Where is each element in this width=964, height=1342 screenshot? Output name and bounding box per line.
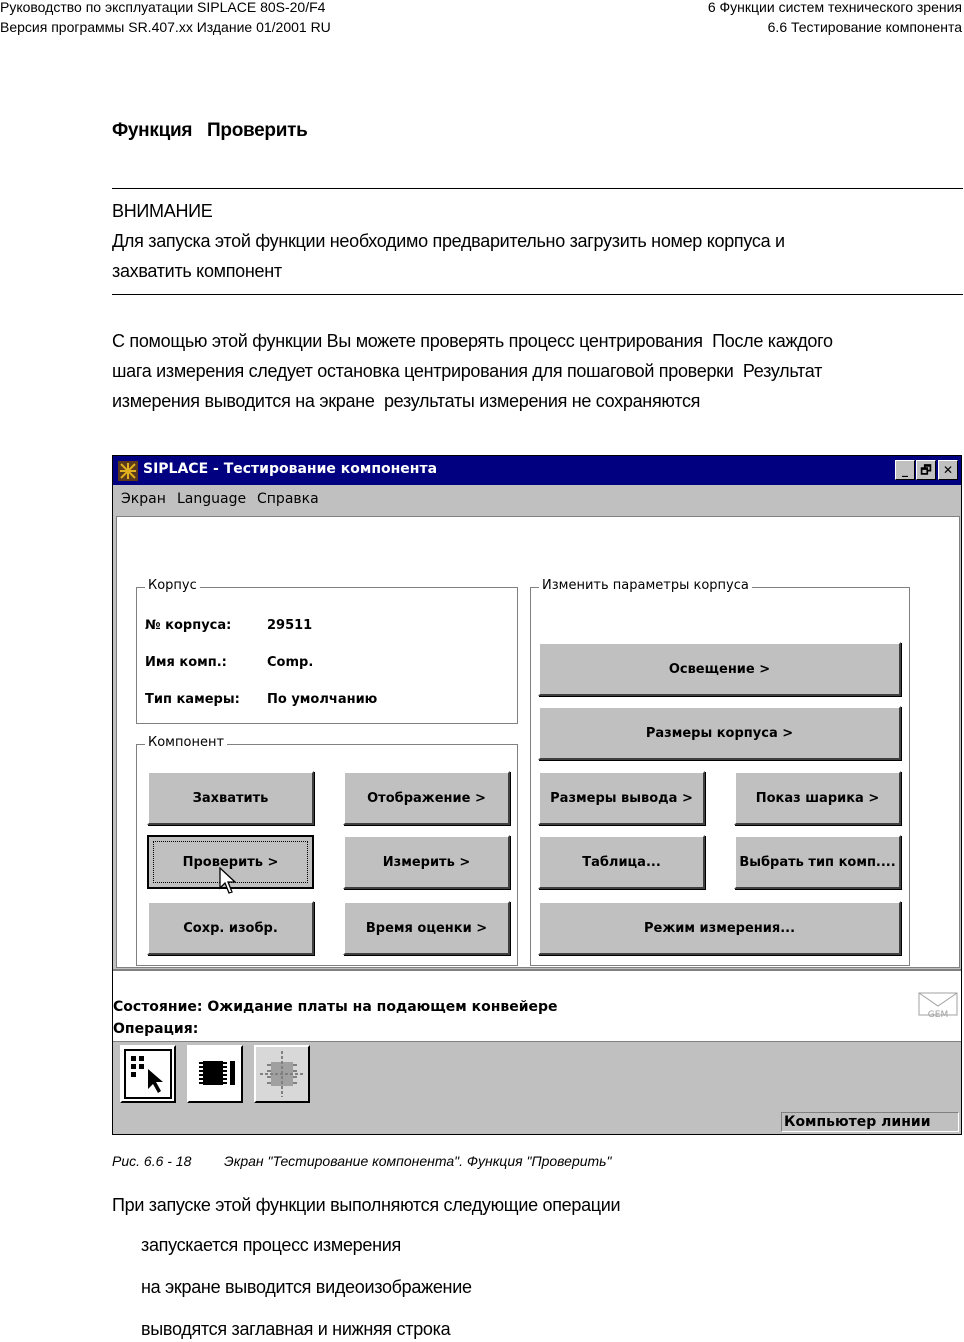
package-group [136, 578, 518, 724]
gem-mail-icon [918, 992, 958, 1028]
table-button[interactable]: Таблица... [538, 835, 705, 889]
page-header-left [0, 0, 331, 37]
lead-size-button[interactable]: Размеры вывода > [538, 771, 705, 825]
measure-button[interactable]: Измерить > [343, 835, 510, 889]
line-computer-panel: Компьютер линии [781, 1112, 959, 1132]
package-group-label: Корпус [145, 578, 200, 593]
siplace-app-icon [118, 461, 138, 481]
after-lead: При запуске этой функции выполняются следующие операции [112, 1195, 621, 1215]
window-title: SIPLACE - Тестирование компонента [143, 461, 438, 477]
status-label: Состояние: [113, 999, 203, 1015]
camera-type-label: Тип камеры: [145, 692, 240, 707]
toolbar [113, 1041, 961, 1108]
intro-line-3: измерения выводится на экране результаты измерения не сохраняются [112, 391, 701, 411]
save-image-button[interactable]: Сохр. изобр. [147, 901, 314, 955]
notice-line-2: захватить компонент [112, 261, 282, 281]
centering-tool[interactable] [254, 1045, 310, 1103]
intro-line-1: С помощью этой функции Вы можете проверять процесс центрирования После каждого [112, 331, 833, 351]
header-manual-title: Руководство по эксплуатации SIPLACE 80S-20/F4 [0, 0, 326, 15]
minimize-button[interactable]: _ [895, 460, 915, 480]
list-item: выводятся заглавная и нижняя строка [141, 1319, 451, 1339]
camera-type-value: По умолчанию [267, 692, 378, 707]
figure-text: Экран "Тестирование компонента". Функция "Проверить" [224, 1153, 612, 1169]
page-header-right [708, 0, 962, 37]
notice-top-rule [112, 188, 963, 189]
menu-screen[interactable]: Экран [121, 491, 166, 507]
menu-help[interactable]: Справка [257, 491, 319, 507]
header-section: 6.6 Тестирование компонента [767, 19, 962, 35]
select-component-type-button[interactable]: Выбрать тип комп.... [734, 835, 901, 889]
change-params-group-label: Изменить параметры корпуса [539, 578, 752, 593]
menubar [113, 485, 961, 513]
check-button[interactable]: Проверить > [147, 835, 314, 889]
figure-number: Рис. 6.6 - 18 [112, 1153, 192, 1169]
list-item: запускается процесс измерения [141, 1235, 401, 1255]
notice-box [112, 196, 785, 286]
statusbar [113, 1108, 961, 1134]
status-value: Ожидание платы на подающем конвейере [207, 999, 558, 1015]
component-name-label: Имя комп.: [145, 655, 227, 670]
ball-display-button[interactable]: Показ шарика > [734, 771, 901, 825]
notice-bottom-rule [112, 294, 963, 295]
close-button[interactable]: ✕ [938, 460, 958, 480]
measurement-mode-button[interactable]: Режим измерения... [538, 901, 901, 955]
notice-heading: ВНИМАНИЕ [112, 201, 213, 221]
component-name-value: Comp. [267, 655, 314, 670]
component-group-label: Компонент [145, 735, 227, 750]
menu-language[interactable]: Language [177, 491, 247, 507]
header-chapter: 6 Функции систем технического зрения [707, 0, 962, 15]
grid-pointer-icon [122, 1047, 174, 1101]
capture-button[interactable]: Захватить [147, 771, 314, 825]
status-line [113, 999, 558, 1015]
list-item: на экране выводится видеоизображение [141, 1277, 472, 1297]
figure-caption [112, 1153, 612, 1169]
chip-icon [189, 1047, 241, 1101]
siplace-window [112, 455, 962, 1135]
package-size-button[interactable]: Размеры корпуса > [538, 706, 901, 760]
chip-tool[interactable] [187, 1045, 243, 1103]
section-title: Функция Проверить [112, 120, 308, 141]
mouse-pointer-icon [219, 867, 237, 895]
window-titlebar[interactable] [113, 456, 961, 485]
operation-label: Операция: [113, 1021, 199, 1037]
notice-line-1: Для запуска этой функции необходимо предварительно загрузить номер корпуса и [112, 231, 785, 251]
intro-line-2: шага измерения следует остановка центрирования для пошаговой проверки Результат [112, 361, 823, 381]
gem-label: GEM [927, 1010, 949, 1020]
centering-icon [256, 1047, 308, 1101]
lighting-button[interactable]: Освещение > [538, 642, 901, 696]
display-button[interactable]: Отображение > [343, 771, 510, 825]
evaluation-time-button[interactable]: Время оценки > [343, 901, 510, 955]
package-number-label: № корпуса: [145, 618, 232, 633]
select-tool[interactable] [120, 1045, 176, 1103]
header-version: Версия программы SR.407.xx Издание 01/2001 RU [0, 19, 331, 35]
client-area [116, 516, 960, 968]
package-number-value: 29511 [267, 618, 313, 633]
intro-paragraph [112, 326, 833, 416]
restore-button[interactable]: 🗗 [916, 460, 936, 480]
